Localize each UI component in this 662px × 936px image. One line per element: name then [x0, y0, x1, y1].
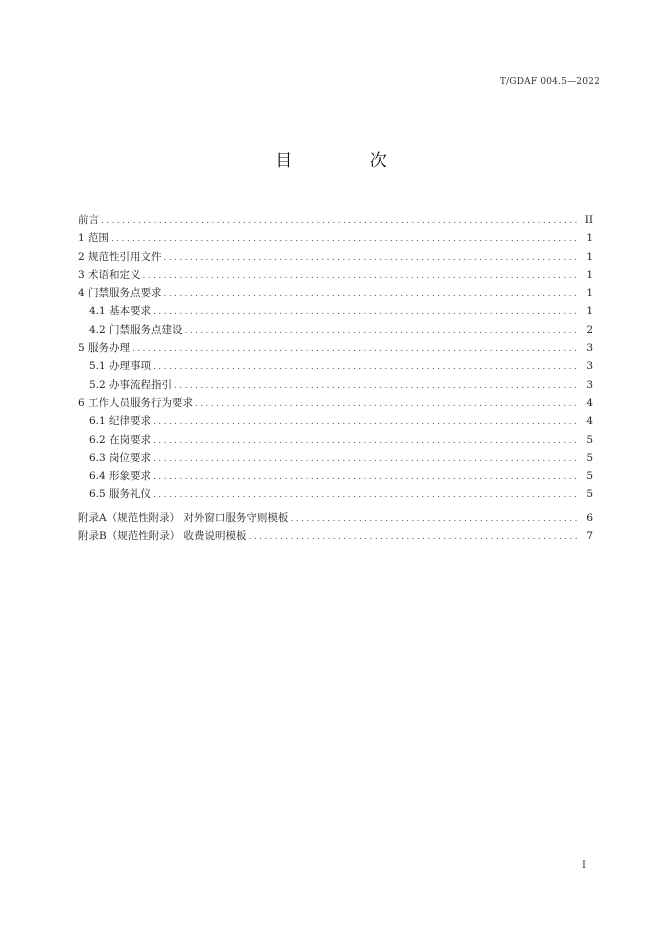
toc-dot-leader	[153, 486, 579, 504]
toc-page-number: 1	[586, 268, 593, 281]
toc-entry-section-6-3[interactable]	[78, 449, 593, 467]
toc-entry-label: 5 服务办理	[78, 342, 131, 355]
toc-page-number: 7	[586, 530, 593, 543]
toc-entry-section-4[interactable]	[78, 284, 593, 302]
toc-entry-label: 1 范围	[78, 232, 110, 245]
toc-entry-label: 6.3 岗位要求	[89, 451, 152, 464]
toc-entry-section-6-5[interactable]	[78, 485, 593, 503]
toc-dot-leader	[111, 230, 579, 248]
toc-entry-label: 5.2 办事流程指引	[89, 378, 173, 391]
toc-page-number: 1	[586, 232, 593, 245]
toc-dot-leader	[153, 358, 579, 376]
toc-entry-section-6-4[interactable]	[78, 467, 593, 485]
toc-entry-section-6-2[interactable]	[78, 431, 593, 449]
toc-dot-leader	[195, 395, 579, 413]
toc-dot-leader	[153, 468, 579, 486]
toc-page-number: 5	[586, 470, 593, 483]
toc-entry-label: 4.2 门禁服务点建设	[89, 323, 183, 336]
toc-page-number: 2	[586, 323, 593, 336]
toc-dot-leader	[174, 377, 579, 395]
page-title: 目 次	[275, 151, 423, 171]
toc-entry-section-6[interactable]	[78, 394, 593, 412]
toc-dot-leader	[101, 212, 579, 230]
toc-page-number: 5	[586, 451, 593, 464]
toc-dot-leader	[132, 340, 579, 358]
toc-page-number: 3	[586, 360, 593, 373]
toc-dot-leader	[164, 249, 579, 267]
toc-entry-label: 6.5 服务礼仪	[89, 488, 152, 501]
toc-dot-leader	[164, 285, 579, 303]
toc-page-number: 6	[586, 511, 593, 524]
toc-entry-section-6-1[interactable]	[78, 412, 593, 430]
toc-entry-label: 5.1 办理事项	[89, 360, 152, 373]
toc-entry-label: 3 术语和定义	[78, 268, 141, 281]
toc-page-number: 1	[586, 305, 593, 318]
toc-dot-leader	[143, 267, 579, 285]
toc-dot-leader	[249, 528, 579, 546]
toc-entry-label: 4 门禁服务点要求	[78, 287, 162, 300]
toc-entry-section-4-2[interactable]	[78, 321, 593, 339]
toc-page-number: 3	[586, 378, 593, 391]
toc-entry-section-5-1[interactable]	[78, 357, 593, 375]
toc-entry-label: 附录B（规范性附录） 收费说明模板	[78, 530, 247, 543]
toc-dot-leader	[153, 303, 579, 321]
toc-entry-section-5[interactable]	[78, 339, 593, 357]
toc-dot-leader	[153, 450, 579, 468]
toc-dot-leader	[185, 322, 579, 340]
toc-entry-label: 6.1 纪律要求	[89, 415, 152, 428]
toc-entry-appendix-a[interactable]	[78, 509, 593, 527]
toc-page-number: 1	[586, 287, 593, 300]
toc-entry-section-5-2[interactable]	[78, 376, 593, 394]
toc-page-number: 1	[586, 250, 593, 263]
toc-entry-normative-references[interactable]	[78, 248, 593, 266]
toc-dot-leader	[153, 413, 579, 431]
toc-entry-label: 6.4 形象要求	[89, 470, 152, 483]
toc-page-number: 3	[586, 342, 593, 355]
document-code: T/GDAF 004.5—2022	[499, 77, 600, 87]
toc-entry-scope[interactable]	[78, 229, 593, 247]
toc-entry-terms-definitions[interactable]	[78, 266, 593, 284]
toc-entry-appendix-b[interactable]	[78, 527, 593, 545]
toc-entry-section-4-1[interactable]	[78, 302, 593, 320]
toc-page-number: II	[584, 214, 593, 226]
toc-page-number: 4	[586, 396, 593, 409]
toc-page-number: 4	[586, 415, 593, 428]
table-of-contents	[78, 211, 593, 545]
toc-dot-leader	[153, 432, 579, 450]
toc-entry-label: 2 规范性引用文件	[78, 250, 162, 263]
toc-entry-label: 6.2 在岗要求	[89, 433, 152, 446]
toc-entry-label: 4.1 基本要求	[89, 305, 152, 318]
toc-page-number: 5	[586, 488, 593, 501]
toc-entry-label: 6 工作人员服务行为要求	[78, 396, 194, 409]
page-number: I	[582, 860, 586, 871]
toc-entry-label: 前言	[78, 214, 99, 226]
toc-entry-foreword[interactable]	[78, 211, 593, 229]
toc-page-number: 5	[586, 433, 593, 446]
toc-entry-label: 附录A（规范性附录） 对外窗口服务守则模板	[78, 511, 289, 524]
toc-dot-leader	[290, 510, 579, 528]
